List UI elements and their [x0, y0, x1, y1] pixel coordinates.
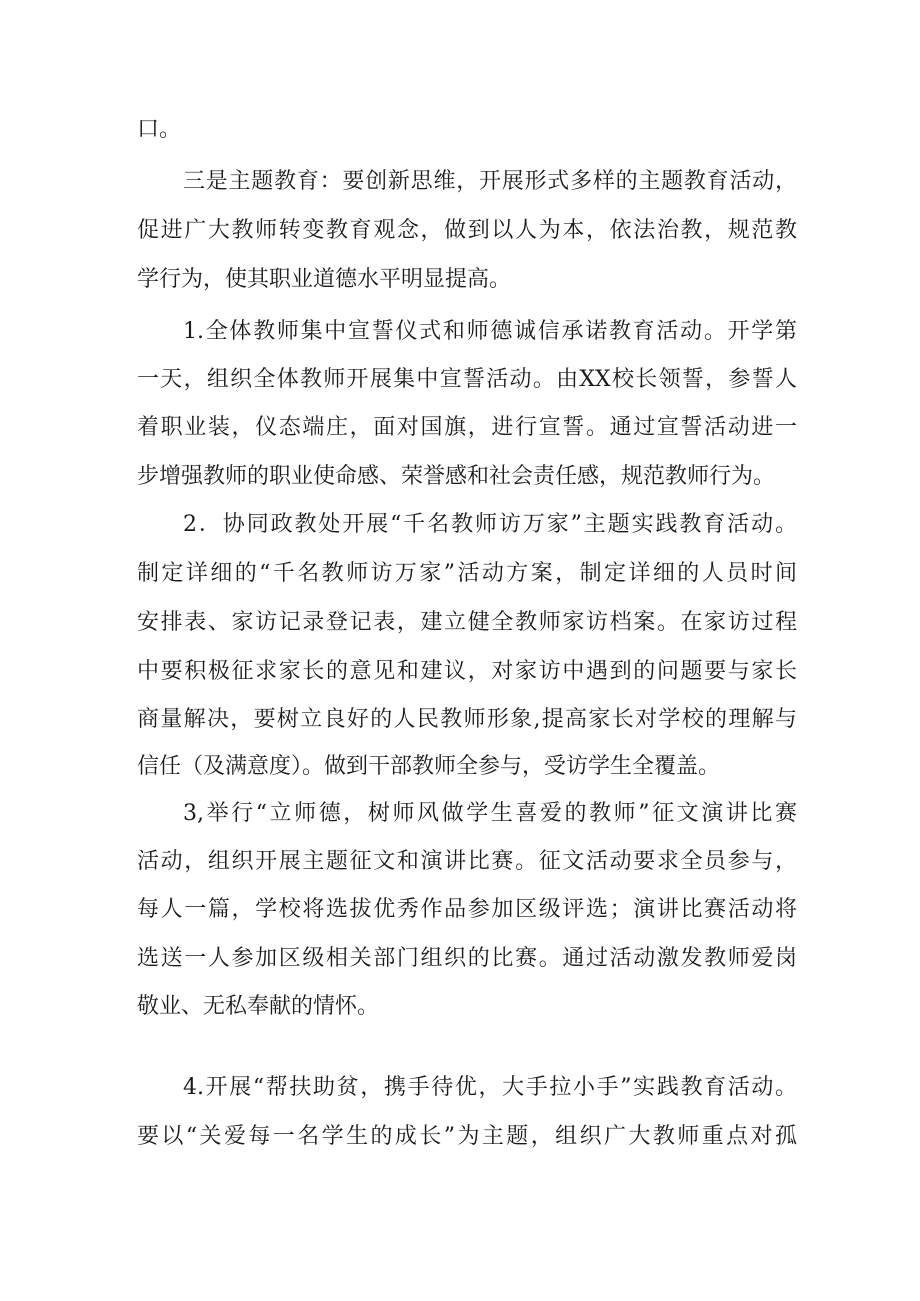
text-line: 商量解决，要树立良好的人民教师形象,提高家长对学校的理解与	[137, 707, 797, 732]
text-line: 着职业装，仪态端庄，面对国旗，进行宣誓。通过宣誓活动进一	[137, 415, 797, 440]
text-line: 3,举行“立师德，树师风做学生喜爱的教师”征文演讲比赛	[183, 801, 797, 826]
text-line: 中要积极征求家长的意见和建议，对家访中遇到的问题要与家长	[137, 659, 797, 684]
text-line: 一天，组织全体教师开展集中宣誓活动。由XX校长领誓，参誓人	[137, 367, 797, 392]
text-line: 2．协同政教处开展“千名教师访万家”主题实践教育活动。	[183, 512, 797, 537]
text-line: 每人一篇，学校将选拔优秀作品参加区级评选；演讲比赛活动将	[137, 897, 797, 922]
text-line: 步增强教师的职业使命感、荣誉感和社会责任感，规范教师行为。	[137, 464, 776, 489]
text-line: 1.全体教师集中宣誓仪式和师德诚信承诺教育活动。开学第	[183, 319, 797, 344]
text-line: 安排表、家访记录登记表，建立健全教师家访档案。在家访过程	[137, 610, 797, 635]
text-line: 活动，组织开展主题征文和演讲比赛。征文活动要求全员参与，	[137, 849, 797, 874]
text-line: 促进广大教师转变教育观念，做到以人为本，依法治教，规范教	[137, 218, 797, 243]
text-line: 信任（及满意度）。做到干部教师全参与，受访学生全覆盖。	[137, 754, 721, 779]
text-line: 4.开展“帮扶助贫，携手待优，大手拉小手”实践教育活动。	[183, 1075, 797, 1100]
text-line: 学行为，使其职业道德水平明显提高。	[137, 267, 512, 292]
text-line: 要以“关爱每一名学生的成长”为主题，组织广大教师重点对孤	[137, 1124, 797, 1149]
text-line: 选送一人参加区级相关部门组织的比赛。通过活动激发教师爱岗	[137, 946, 797, 971]
text-line: 敬业、无私奉献的情怀。	[137, 994, 380, 1019]
text-line: 制定详细的“千名教师访万家”活动方案，制定详细的人员时间	[137, 561, 797, 586]
text-line: 三是主题教育：要创新思维，开展形式多样的主题教育活动，	[183, 169, 797, 194]
text-line: 口。	[137, 117, 182, 142]
